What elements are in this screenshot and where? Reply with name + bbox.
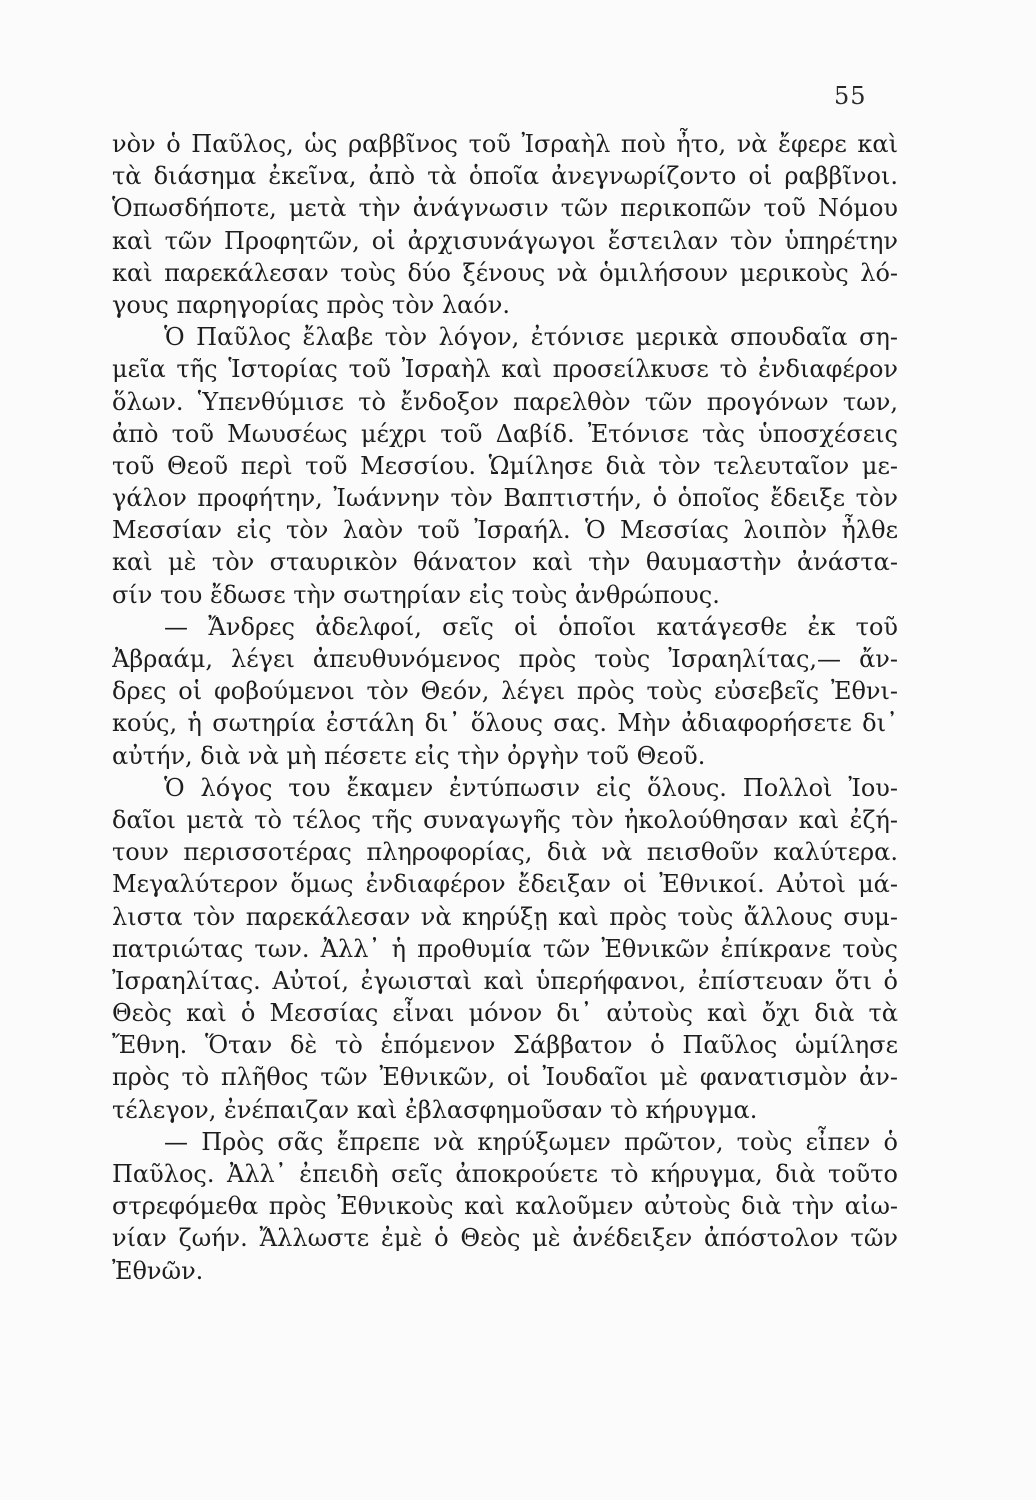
- text-line: ἀπὸ τοῦ Μωυσέως μέχρι τοῦ Δαβίδ. Ἐτόνισε τὰς ὑποσχέσεις: [112, 419, 898, 448]
- text-line: Ὁ λόγος του ἔκαμεν ἐντύπωσιν εἰς ὅλους. Πολλοὶ Ἰου-: [164, 773, 898, 802]
- text-line: πατριώτας των. Ἀλλ᾽ ἡ προθυμία τῶν Ἐθνικῶν ἐπίκρανε τοὺς: [112, 934, 898, 963]
- text-line: τουν περισσοτέρας πληροφορίας, διὰ νὰ πεισθοῦν καλύτερα.: [112, 838, 898, 867]
- text-line: καὶ μὲ τὸν σταυρικὸν θάνατον καὶ τὴν θαυμαστὴν ἀνάστα-: [112, 548, 898, 577]
- text-line: ὅλων. Ὑπενθύμισε τὸ ἔνδοξον παρελθὸν τῶν προγόνων των,: [112, 387, 898, 416]
- text-line: μεῖα τῆς Ἱστορίας τοῦ Ἰσραὴλ καὶ προσείλκυσε τὸ ἐνδιαφέρον: [112, 355, 898, 384]
- text-line: Ἰσραηλίτας. Αὐτοί, ἐγωισταὶ καὶ ὑπερήφανοι, ἐπίστευαν ὅτι ὁ: [112, 966, 898, 995]
- text-line: Μεσσίαν εἰς τὸν λαὸν τοῦ Ἰσραήλ. Ὁ Μεσσίας λοιπὸν ἦλθε: [112, 516, 898, 545]
- text-line: τέλεγον, ἐνέπαιζαν καὶ ἐβλασφημοῦσαν τὸ κήρυγμα.: [112, 1095, 758, 1124]
- text-line: κούς, ἡ σωτηρία ἐστάλη δι᾽ ὅλους σας. Μὴν ἀδιαφορήσετε δι᾽: [112, 709, 898, 738]
- body-text: [112, 128, 898, 1287]
- text-line: στρεφόμεθα πρὸς Ἐθνικοὺς καὶ καλοῦμεν αὐτοὺς διὰ τὴν αἰω-: [112, 1192, 898, 1221]
- text-line: Ἔθνη. Ὅταν δὲ τὸ ἑπόμενον Σάββατον ὁ Παῦλος ὡμίλησε: [112, 1031, 898, 1060]
- text-line: Ὁ Παῦλος ἔλαβε τὸν λόγον, ἐτόνισε μερικὰ σπουδαῖα ση-: [164, 323, 898, 352]
- page-number: 55: [834, 82, 867, 110]
- text-line: Μεγαλύτερον ὅμως ἐνδιαφέρον ἔδειξαν οἱ Ἐθνικοί. Αὐτοὶ μά-: [112, 870, 898, 899]
- text-line: δρες οἱ φοβούμενοι τὸν Θεόν, λέγει πρὸς τοὺς εὐσεβεῖς Ἐθνι-: [112, 677, 898, 706]
- text-line: Ὁπωσδήποτε, μετὰ τὴν ἀνάγνωσιν τῶν περικοπῶν τοῦ Νόμου: [112, 194, 898, 223]
- text-line: σίν του ἔδωσε τὴν σωτηρίαν εἰς τοὺς ἀνθρώπους.: [112, 580, 720, 609]
- text-line: γους παρηγορίας πρὸς τὸν λαόν.: [112, 290, 510, 319]
- text-line: νὸν ὁ Παῦλος, ὡς ραββῖνος τοῦ Ἰσραὴλ ποὺ ἦτο, νὰ ἔφερε καὶ: [112, 130, 898, 158]
- text-line: λιστα τὸν παρεκάλεσαν νὰ κηρύξῃ καὶ πρὸς τοὺς ἄλλους συμ-: [112, 902, 898, 931]
- text-line: — Πρὸς σᾶς ἔπρεπε νὰ κηρύξωμεν πρῶτον, τοὺς εἶπεν ὁ: [164, 1127, 898, 1156]
- text-line: καὶ παρεκάλεσαν τοὺς δύο ξένους νὰ ὁμιλήσουν μερικοὺς λό-: [112, 258, 898, 287]
- text-line: Παῦλος. Ἀλλ᾽ ἐπειδὴ σεῖς ἀποκρούετε τὸ κήρυγμα, διὰ τοῦτο: [112, 1160, 898, 1188]
- text-line: τὰ διάσημα ἐκεῖνα, ἀπὸ τὰ ὁποῖα ἀνεγνωρίζοντο οἱ ραββῖνοι.: [112, 162, 898, 191]
- text-line: νίαν ζωήν. Ἄλλωστε ἐμὲ ὁ Θεὸς μὲ ἀνέδειξεν ἀπόστολον τῶν: [112, 1224, 898, 1253]
- text-line: Ἐθνῶν.: [112, 1256, 204, 1285]
- text-line: Θεὸς καὶ ὁ Μεσσίας εἶναι μόνον δι᾽ αὐτοὺς καὶ ὄχι διὰ τὰ: [112, 999, 898, 1028]
- text-line: δαῖοι μετὰ τὸ τέλος τῆς συναγωγῆς τὸν ἠκολούθησαν καὶ ἐζή-: [112, 805, 898, 834]
- text-line: αὐτήν, διὰ νὰ μὴ πέσετε εἰς τὴν ὀργὴν τοῦ Θεοῦ.: [112, 741, 706, 770]
- text-line: πρὸς τὸ πλῆθος τῶν Ἐθνικῶν, οἱ Ἰουδαῖοι μὲ φανατισμὸν ἀν-: [112, 1063, 898, 1092]
- text-line: Ἀβραάμ, λέγει ἀπευθυνόμενος πρὸς τοὺς Ἰσραηλίτας,— ἄν-: [112, 645, 898, 673]
- text-line: καὶ τῶν Προφητῶν, οἱ ἀρχισυνάγωγοι ἔστειλαν τὸν ὑπηρέτην: [112, 226, 898, 255]
- text-line: γάλον προφήτην, Ἰωάννην τὸν Βαπτιστήν, ὁ ὁποῖος ἔδειξε τὸν: [112, 484, 898, 513]
- text-line: τοῦ Θεοῦ περὶ τοῦ Μεσσίου. Ὡμίλησε διὰ τὸν τελευταῖον με-: [112, 451, 898, 480]
- text-line: — Ἄνδρες ἀδελφοί, σεῖς οἱ ὁποῖοι κατάγεσθε ἐκ τοῦ: [164, 612, 898, 641]
